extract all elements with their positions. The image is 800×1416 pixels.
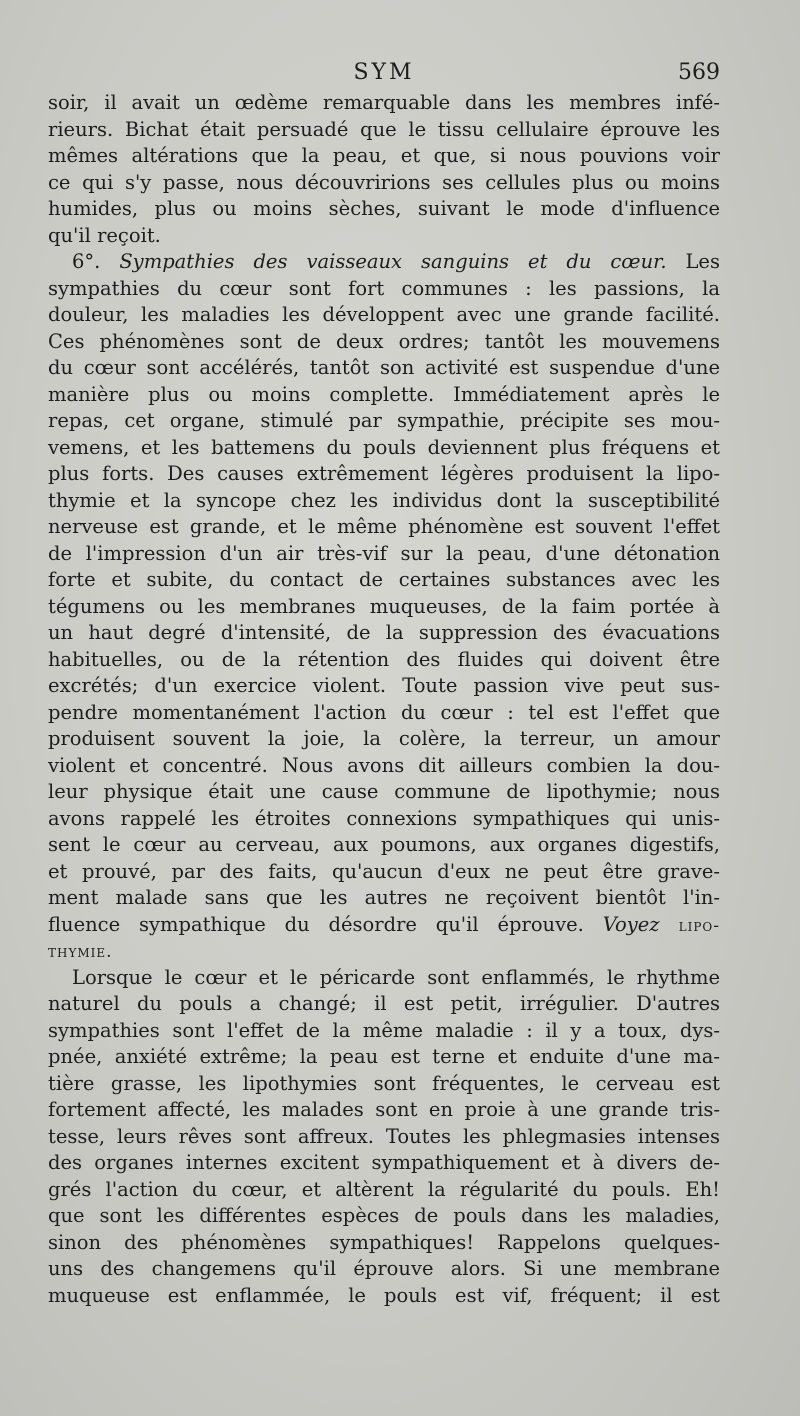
text-line: [48, 594, 720, 621]
text-line: [48, 832, 720, 859]
text-line: [48, 1018, 720, 1045]
text-segment: naturel du pouls a changé; il est petit, irrégulier. D'autres: [48, 992, 720, 1015]
italic-segment: Sympathies des vaisseaux sanguins et du cœur.: [119, 250, 667, 273]
text-line: [48, 806, 720, 833]
text-line: [48, 620, 720, 647]
text-line: [48, 1230, 720, 1257]
text-line: [48, 488, 720, 515]
smallcaps-segment: thymie.: [48, 942, 113, 962]
text-line: [48, 1283, 720, 1310]
text-line: [48, 753, 720, 780]
text-segment: thymie et la syncope chez les individus dont la susceptibilité: [48, 488, 720, 512]
text-line: [48, 991, 720, 1018]
text-line: [48, 541, 720, 568]
text-line: [48, 912, 720, 939]
text-segment: habituelles, ou de la rétention des fluides qui doivent être: [48, 647, 720, 671]
text-segment: Lorsque le cœur et le péricarde sont enflammés, le rhythme: [72, 965, 720, 989]
text-line: [48, 170, 720, 197]
text-segment: vemens, et les battemens du pouls deviennent plus fréquens et: [48, 435, 720, 459]
text-line: [48, 1097, 720, 1124]
text-segment: soir, il avait un œdème remarquable dans les membres infé-: [48, 91, 720, 114]
text-line: [48, 726, 720, 753]
text-segment: violent et concentré. Nous avons dit ailleurs combien la dou-: [48, 753, 720, 777]
text-segment: un haut degré d'intensité, de la suppression des évacuations: [48, 621, 720, 644]
text-segment: ce qui s'y passe, nous découvririons ses cellules plus ou moins: [48, 170, 720, 194]
text-segment: forte et subite, du contact de certaines substances avec les: [48, 568, 720, 591]
text-line: [48, 355, 720, 382]
body-text: [48, 90, 720, 1309]
text-line: [48, 1044, 720, 1071]
italic-segment: Voyez: [602, 912, 660, 936]
text-line: [48, 143, 720, 170]
text-line: [48, 1203, 720, 1230]
text-segment: sympathies sont l'effet de la même maladie : il y a toux, dys-: [48, 1018, 720, 1042]
text-line: [48, 1150, 720, 1177]
text-segment: 6°.: [72, 250, 120, 273]
running-head: SYM: [353, 60, 415, 85]
text-line: [48, 1124, 720, 1151]
text-segment: qu'il reçoit.: [48, 223, 161, 247]
text-segment: tesse, leurs rêves sont affreux. Toutes les phlegmasies intenses: [48, 1124, 720, 1148]
text-segment: ment malade sans que les autres ne reçoivent bientôt l'in-: [48, 886, 720, 909]
text-segment: avons rappelé les étroites connexions sympathiques qui unis-: [48, 806, 720, 830]
text-segment: que sont les différentes espèces de pouls dans les maladies,: [48, 1204, 720, 1227]
text-line: [48, 249, 720, 276]
page-header: [48, 58, 720, 92]
text-line: [48, 1256, 720, 1283]
text-segment: mêmes altérations que la peau, et que, si nous pouvions voir: [48, 144, 720, 167]
smallcaps-segment: lipo-: [659, 915, 720, 936]
text-line: [48, 647, 720, 674]
text-line: [48, 1177, 720, 1204]
text-line: [48, 223, 720, 250]
text-line: [48, 965, 720, 992]
text-line: [48, 408, 720, 435]
text-segment: tégumens ou les membranes muqueuses, de la faim portée à: [48, 594, 720, 618]
text-line: [48, 461, 720, 488]
text-line: [48, 196, 720, 223]
text-segment: humides, plus ou moins sèches, suivant le mode d'influence: [48, 197, 720, 220]
text-segment: manière plus ou moins complette. Immédiatement après le: [48, 382, 720, 406]
text-line: [48, 382, 720, 409]
text-segment: produisent souvent la joie, la colère, la terreur, un amour: [48, 727, 720, 750]
text-line: [48, 1071, 720, 1098]
text-line: [48, 885, 720, 912]
text-segment: sinon des phénomènes sympathiques! Rappelons quelques-: [48, 1230, 720, 1254]
text-segment: tière grasse, les lipothymies sont fréquentes, le cerveau est: [48, 1071, 720, 1095]
text-segment: des organes internes excitent sympathiquement et à divers de-: [48, 1151, 720, 1174]
text-line: [48, 514, 720, 541]
text-segment: Ces phénomènes sont de deux ordres; tantôt les mouvemens: [48, 329, 720, 353]
text-segment: leur physique était une cause commune de lipothymie; nous: [48, 780, 720, 803]
text-line: [48, 859, 720, 886]
text-line: [48, 302, 720, 329]
text-line: [48, 938, 720, 965]
text-segment: grés l'action du cœur, et altèrent la régularité du pouls. Eh!: [48, 1177, 720, 1201]
text-segment: fluence sympathique du désordre qu'il éprouve.: [48, 912, 603, 936]
text-segment: fortement affecté, les malades sont en proie à une grande tris-: [48, 1098, 720, 1121]
text-segment: et prouvé, par des faits, qu'aucun d'eux ne peut être grave-: [48, 859, 720, 883]
text-segment: plus forts. Des causes extrêmement légères produisent la lipo-: [48, 462, 720, 485]
text-segment: sent le cœur au cerveau, aux poumons, aux organes digestifs,: [48, 833, 720, 856]
text-segment: pendre momentanément l'action du cœur : tel est l'effet que: [48, 700, 720, 724]
text-segment: repas, cet organe, stimulé par sympathie, précipite ses mou-: [48, 409, 720, 432]
text-line: [48, 435, 720, 462]
text-line: [48, 567, 720, 594]
text-segment: uns des changemens qu'il éprouve alors. Si une membrane: [48, 1257, 720, 1280]
text-segment: douleur, les maladies les développent avec une grande facilité.: [48, 303, 720, 326]
text-line: [48, 329, 720, 356]
text-line: [48, 276, 720, 303]
text-segment: excrétés; d'un exercice violent. Toute passion vive peut sus-: [48, 674, 720, 697]
text-segment: sympathies du cœur sont fort communes : les passions, la: [48, 276, 720, 300]
text-line: [48, 90, 720, 117]
text-line: [48, 700, 720, 727]
page-number: 569: [678, 60, 720, 85]
text-segment: pnée, anxiété extrême; la peau est terne et enduite d'une ma-: [48, 1045, 720, 1068]
text-segment: nerveuse est grande, et le même phénomène est souvent l'effet: [48, 515, 720, 538]
text-line: [48, 673, 720, 700]
text-line: [48, 779, 720, 806]
text-segment: muqueuse est enflammée, le pouls est vif, fréquent; il est: [48, 1283, 720, 1307]
text-segment: rieurs. Bichat était persuadé que le tissu cellulaire éprouve les: [48, 117, 720, 141]
text-segment: de l'impression d'un air très-vif sur la peau, d'une détonation: [48, 541, 720, 565]
text-line: [48, 117, 720, 144]
text-segment: du cœur sont accélérés, tantôt son activité est suspendue d'une: [48, 356, 720, 379]
text-segment: Les: [666, 250, 720, 273]
